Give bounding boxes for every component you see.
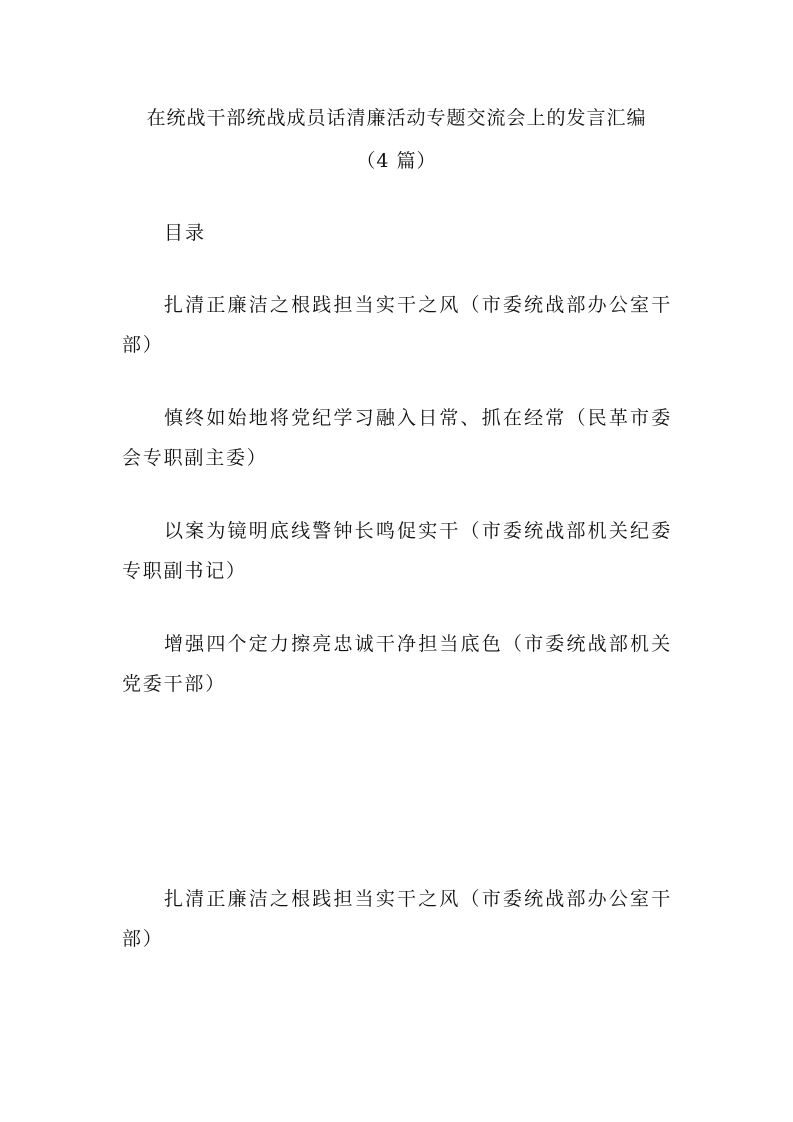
toc-heading: 目录 <box>164 222 207 244</box>
toc-entry: 增强四个定力擦亮忠诚干净担当底色（市委统战部机关党委干部） <box>122 633 672 695</box>
toc-entry: 慎终如始地将党纪学习融入日常、抓在经常（民革市委会专职副主委） <box>122 407 672 469</box>
document-subtitle: （4 篇） <box>356 150 437 172</box>
toc-entry: 扎清正廉洁之根践担当实干之风（市委统战部办公室干部） <box>122 294 672 356</box>
document-title: 在统战干部统战成员话清廉活动专题交流会上的发言汇编 <box>146 107 647 129</box>
article-heading: 扎清正廉洁之根践担当实干之风（市委统战部办公室干部） <box>122 888 672 950</box>
toc-entry: 以案为镜明底线警钟长鸣促实干（市委统战部机关纪委专职副书记） <box>122 520 672 582</box>
